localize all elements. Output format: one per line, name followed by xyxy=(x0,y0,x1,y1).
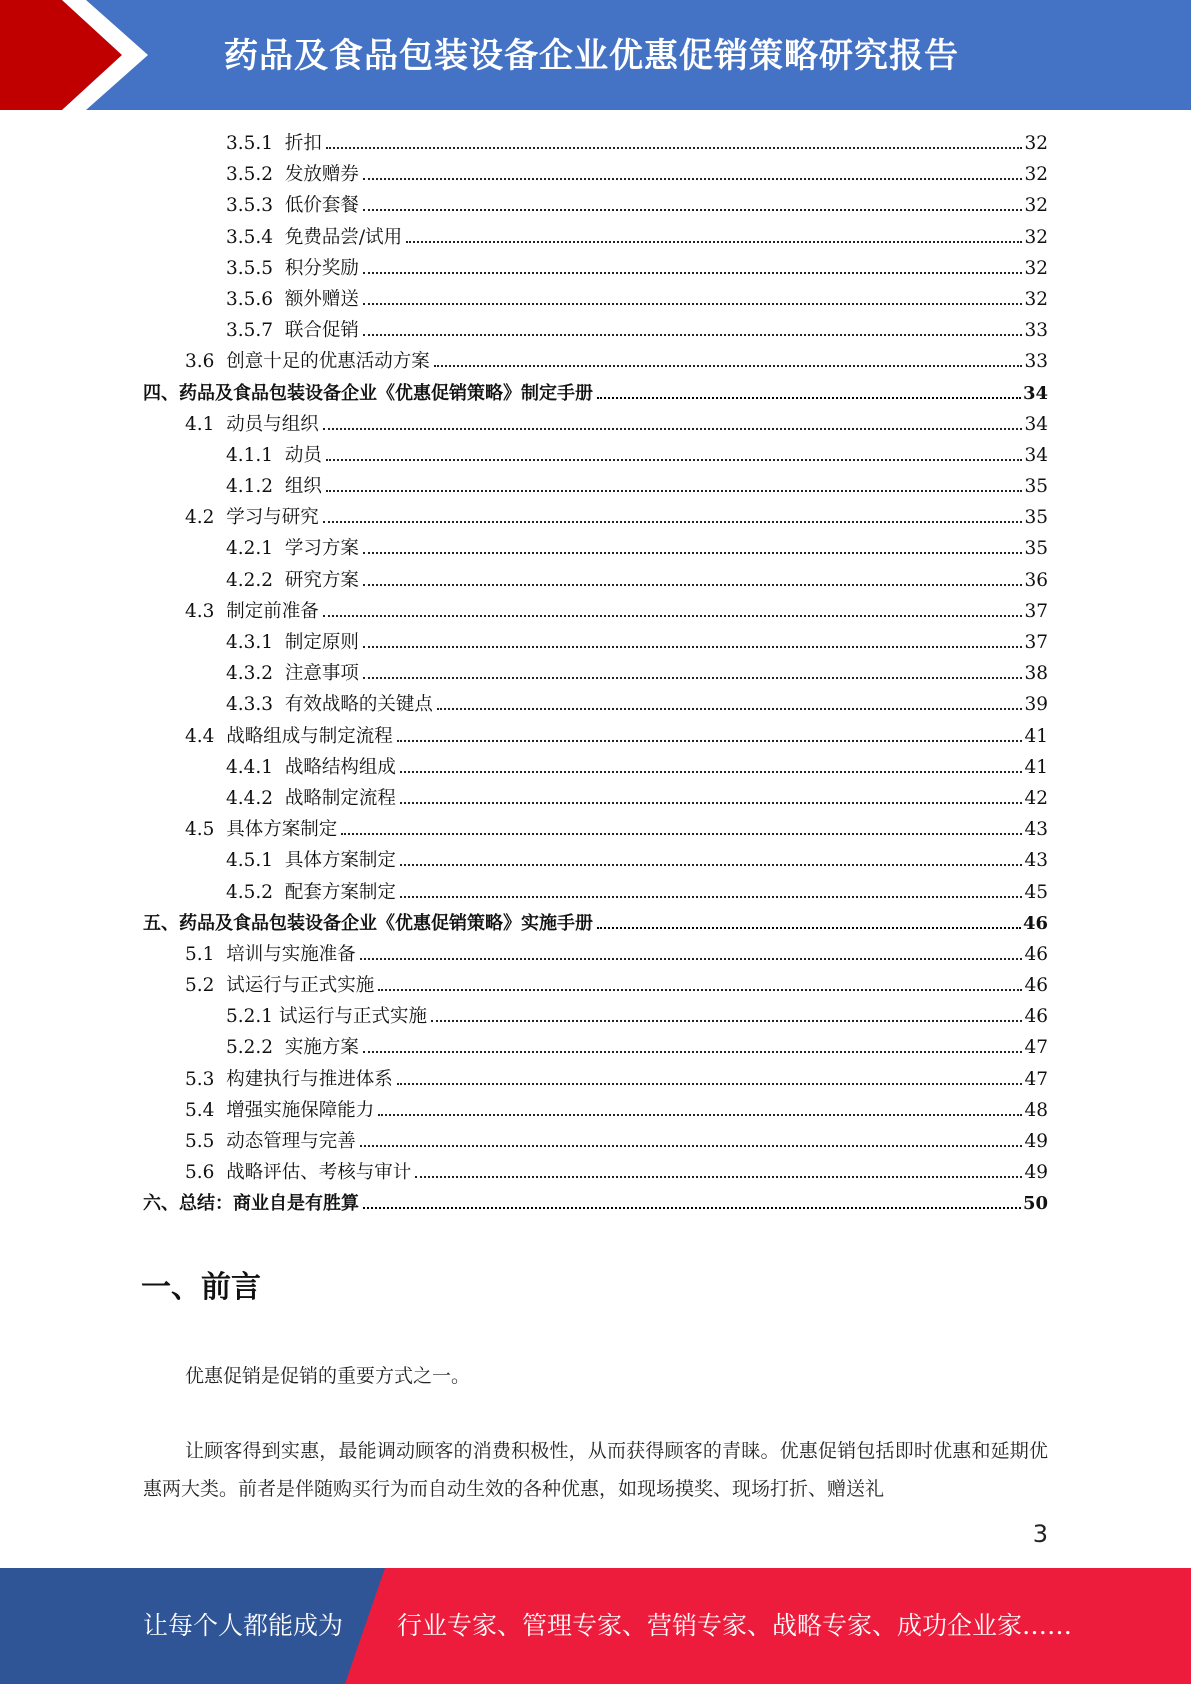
toc-entry-page: 48 xyxy=(1024,1099,1048,1121)
toc-entry-page: 50 xyxy=(1022,1193,1048,1215)
toc-entry-label: 动员 xyxy=(284,444,322,466)
toc-entry[interactable] xyxy=(143,814,1048,845)
footer-slogan-right: 行业专家、管理专家、营销专家、战略专家、成功企业家…… xyxy=(397,1611,1073,1640)
toc-entry-number: 5.5 xyxy=(185,1131,227,1152)
toc-entry-page: 32 xyxy=(1024,288,1048,310)
toc-entry-number: 4.4.2 xyxy=(226,787,285,809)
toc-entry-number: 4.1.1 xyxy=(226,444,285,466)
toc-entry[interactable] xyxy=(143,1126,1048,1157)
toc-entry-number: 5.2.1 xyxy=(226,1006,279,1028)
toc-entry[interactable] xyxy=(143,783,1048,814)
toc-entry-number: 4.1.2 xyxy=(226,476,285,498)
toc-entry[interactable] xyxy=(143,627,1048,658)
toc-dot-leader xyxy=(363,677,1023,679)
toc-entry-label: 具体方案制定 xyxy=(226,819,338,841)
toc-entry-number: 3.5.6 xyxy=(226,288,285,310)
toc-entry-label: 积分奖励 xyxy=(284,257,359,279)
toc-entry[interactable] xyxy=(143,315,1048,346)
toc-entry[interactable] xyxy=(143,721,1048,752)
toc-entry[interactable] xyxy=(143,471,1048,502)
toc-dot-leader xyxy=(400,896,1023,898)
toc-entry[interactable] xyxy=(143,565,1048,596)
toc-entry[interactable] xyxy=(143,253,1048,284)
toc-entry-page: 35 xyxy=(1024,507,1048,529)
toc-entry-label: 战略结构组成 xyxy=(284,756,396,778)
toc-entry-number: 4.5.2 xyxy=(226,881,285,903)
toc-entry[interactable] xyxy=(143,1001,1048,1032)
toc-entry[interactable] xyxy=(143,190,1048,221)
toc-entry-number: 3.5.1 xyxy=(226,133,285,154)
toc-entry-label: 六、总结：商业自是有胜算 xyxy=(143,1193,359,1215)
toc-entry-label: 实施方案 xyxy=(284,1037,359,1059)
toc-entry-page: 46 xyxy=(1024,1006,1048,1028)
toc-dot-leader xyxy=(434,365,1023,367)
toc-entry-number: 4.3.3 xyxy=(226,694,285,716)
toc-dot-leader xyxy=(363,1207,1021,1209)
toc-entry[interactable] xyxy=(143,284,1048,315)
toc-entry-label: 培训与实施准备 xyxy=(226,943,356,965)
toc-entry-page: 33 xyxy=(1024,351,1048,373)
header-arrow-decoration xyxy=(0,0,160,110)
toc-entry-page: 34 xyxy=(1024,444,1048,466)
toc-dot-leader xyxy=(400,802,1023,804)
toc-dot-leader xyxy=(323,615,1023,617)
toc-entry-label: 动态管理与完善 xyxy=(226,1131,356,1152)
toc-entry-label: 折扣 xyxy=(284,133,322,154)
toc-entry-label: 制定原则 xyxy=(284,632,359,653)
toc-dot-leader xyxy=(360,1145,1023,1147)
toc-entry[interactable] xyxy=(143,908,1048,939)
toc-entry-page: 32 xyxy=(1024,133,1048,154)
page-header xyxy=(0,0,1191,110)
toc-dot-leader xyxy=(323,521,1023,523)
toc-dot-leader xyxy=(363,272,1023,274)
toc-entry-page: 35 xyxy=(1024,476,1048,498)
toc-entry-number: 3.5.5 xyxy=(226,257,285,279)
toc-entry-label: 具体方案制定 xyxy=(284,850,396,872)
toc-entry[interactable] xyxy=(143,939,1048,970)
toc-dot-leader xyxy=(378,989,1022,991)
toc-entry[interactable] xyxy=(143,1032,1048,1063)
toc-entry[interactable] xyxy=(143,1064,1048,1095)
toc-entry-number: 3.6 xyxy=(185,351,227,373)
toc-entry[interactable] xyxy=(143,409,1048,440)
toc-entry[interactable] xyxy=(143,1157,1048,1188)
toc-entry[interactable] xyxy=(143,222,1048,253)
toc-entry-label: 学习与研究 xyxy=(226,507,319,529)
toc-dot-leader xyxy=(437,708,1023,710)
toc-dot-leader xyxy=(397,1083,1023,1085)
toc-dot-leader xyxy=(431,1020,1022,1022)
toc-entry[interactable] xyxy=(143,1095,1048,1126)
toc-entry-label: 五、药品及食品包装设备企业《优惠促销策略》实施手册 xyxy=(143,912,593,934)
toc-entry-label: 四、药品及食品包装设备企业《优惠促销策略》制定手册 xyxy=(143,382,593,404)
toc-entry-page: 32 xyxy=(1024,195,1048,217)
toc-dot-leader xyxy=(363,178,1023,180)
toc-entry-number: 4.5 xyxy=(185,819,227,841)
toc-dot-leader xyxy=(363,334,1023,336)
toc-entry-page: 49 xyxy=(1024,1162,1048,1184)
toc-entry-page: 37 xyxy=(1024,632,1048,653)
toc-entry-page: 43 xyxy=(1024,850,1048,872)
toc-entry[interactable] xyxy=(143,159,1048,190)
toc-dot-leader xyxy=(363,552,1023,554)
toc-entry-page: 39 xyxy=(1024,694,1048,716)
toc-entry[interactable] xyxy=(143,845,1048,876)
toc-dot-leader xyxy=(323,428,1023,430)
toc-dot-leader xyxy=(597,397,1021,399)
toc-entry-label: 有效战略的关键点 xyxy=(284,694,433,716)
toc-entry[interactable] xyxy=(143,752,1048,783)
toc-entry-label: 试运行与正式实施 xyxy=(226,975,375,997)
toc-entry-page: 41 xyxy=(1024,756,1048,778)
toc-entry-label: 试运行与正式实施 xyxy=(278,1006,427,1028)
page-footer xyxy=(0,1568,1191,1684)
toc-entry-page: 41 xyxy=(1024,725,1048,747)
toc-dot-leader xyxy=(360,958,1023,960)
toc-entry-label: 创意十足的优惠活动方案 xyxy=(226,351,430,373)
toc-entry-number: 4.3.2 xyxy=(226,663,285,685)
toc-entry-number: 4.1 xyxy=(185,413,227,435)
toc-entry[interactable] xyxy=(143,128,1048,159)
toc-entry-number: 4.5.1 xyxy=(226,850,285,872)
toc-entry[interactable] xyxy=(143,877,1048,908)
toc-entry-number: 3.5.3 xyxy=(226,195,285,217)
toc-entry[interactable] xyxy=(143,689,1048,720)
toc-entry-label: 低价套餐 xyxy=(284,195,359,217)
toc-dot-leader xyxy=(363,646,1023,648)
toc-entry-page: 46 xyxy=(1024,943,1048,965)
toc-entry-page: 42 xyxy=(1024,787,1048,809)
toc-entry-page: 36 xyxy=(1024,569,1048,591)
toc-entry-page: 32 xyxy=(1024,164,1048,186)
toc-entry-number: 5.2.2 xyxy=(226,1037,285,1059)
toc-entry-number: 5.2 xyxy=(185,975,227,997)
toc-entry-page: 32 xyxy=(1024,257,1048,279)
toc-dot-leader xyxy=(400,864,1023,866)
toc-entry-label: 学习方案 xyxy=(284,538,359,560)
toc-entry[interactable] xyxy=(143,658,1048,689)
toc-entry-number: 5.3 xyxy=(185,1068,227,1090)
toc-entry[interactable] xyxy=(143,1188,1048,1219)
toc-dot-leader xyxy=(363,209,1023,211)
toc-entry-label: 增强实施保障能力 xyxy=(226,1099,375,1121)
toc-entry-label: 额外赠送 xyxy=(284,288,359,310)
toc-dot-leader xyxy=(326,490,1023,492)
toc-entry-number: 4.3.1 xyxy=(226,632,285,653)
toc-entry-number: 3.5.7 xyxy=(226,320,285,342)
toc-entry-label: 战略组成与制定流程 xyxy=(226,725,393,747)
toc-entry-page: 37 xyxy=(1024,600,1048,622)
toc-dot-leader xyxy=(326,459,1023,461)
toc-entry-label: 配套方案制定 xyxy=(284,881,396,903)
toc-entry-page: 47 xyxy=(1024,1037,1048,1059)
toc-dot-leader xyxy=(363,303,1023,305)
toc-entry[interactable] xyxy=(143,533,1048,564)
toc-entry-page: 34 xyxy=(1022,382,1048,404)
toc-entry-page: 32 xyxy=(1024,226,1048,248)
toc-entry-number: 5.6 xyxy=(185,1162,227,1184)
toc-entry-label: 战略制定流程 xyxy=(284,787,396,809)
toc-entry-page: 46 xyxy=(1024,975,1048,997)
toc-entry[interactable] xyxy=(143,346,1048,377)
paragraph: 让顾客得到实惠，最能调动顾客的消费积极性，从而获得顾客的青睐。优惠促销包括即时优惠和延期优惠两大类。前者是伴随购买行为而自动生效的各种优惠，如现场摸奖、现场打折、赠送礼 xyxy=(143,1440,1048,1500)
toc-entry-label: 研究方案 xyxy=(284,569,359,591)
toc-entry-page: 43 xyxy=(1024,819,1048,841)
toc-entry-number: 4.2.2 xyxy=(226,569,285,591)
toc-entry-number: 4.4.1 xyxy=(226,756,285,778)
toc-entry[interactable] xyxy=(143,502,1048,533)
toc-dot-leader xyxy=(406,241,1022,243)
toc-entry-label: 制定前准备 xyxy=(226,600,319,622)
toc-dot-leader xyxy=(326,147,1023,149)
toc-entry-page: 33 xyxy=(1024,320,1048,342)
toc-dot-leader xyxy=(397,740,1023,742)
toc-entry-label: 动员与组织 xyxy=(226,413,319,435)
toc-entry-page: 35 xyxy=(1024,538,1048,560)
toc-entry-page: 38 xyxy=(1024,663,1048,685)
paragraph: 优惠促销是促销的重要方式之一。 xyxy=(185,1365,471,1387)
toc-dot-leader xyxy=(363,1051,1023,1053)
toc-entry-label: 组织 xyxy=(284,476,322,498)
footer-slogan-left: 让每个人都能成为 xyxy=(143,1611,344,1640)
toc-dot-leader xyxy=(341,833,1022,835)
toc-entry-number: 3.5.2 xyxy=(226,164,285,186)
toc-dot-leader xyxy=(597,927,1021,929)
toc-entry-number: 3.5.4 xyxy=(226,226,285,248)
toc-entry-page: 46 xyxy=(1022,912,1048,934)
toc-entry-page: 34 xyxy=(1024,413,1048,435)
toc-entry-label: 联合促销 xyxy=(284,320,359,342)
toc-entry-label: 注意事项 xyxy=(284,663,359,685)
toc-dot-leader xyxy=(363,584,1023,586)
section-heading: 一、前言 xyxy=(141,1270,261,1305)
toc-entry-label: 免费品尝/试用 xyxy=(284,226,403,248)
toc-entry-number: 5.4 xyxy=(185,1099,227,1121)
toc-entry-label: 构建执行与推进体系 xyxy=(226,1068,393,1090)
toc-entry-number: 4.4 xyxy=(185,725,227,747)
toc-entry-number: 5.1 xyxy=(185,943,227,965)
toc-dot-leader xyxy=(378,1114,1022,1116)
toc-entry-number: 4.3 xyxy=(185,600,227,622)
toc-dot-leader xyxy=(400,771,1023,773)
toc-entry[interactable] xyxy=(143,378,1048,409)
toc-dot-leader xyxy=(415,1176,1022,1178)
toc-entry[interactable] xyxy=(143,596,1048,627)
page-number: 3 xyxy=(1032,1520,1048,1548)
toc-entry-label: 战略评估、考核与审计 xyxy=(226,1162,412,1184)
toc-entry-page: 45 xyxy=(1024,881,1048,903)
report-title: 药品及食品包装设备企业优惠促销策略研究报告 xyxy=(224,36,959,76)
toc-entry[interactable] xyxy=(143,440,1048,471)
toc-entry-number: 4.2.1 xyxy=(226,538,285,560)
toc-entry-page: 49 xyxy=(1024,1131,1048,1152)
toc-entry-page: 47 xyxy=(1024,1068,1048,1090)
toc-entry[interactable] xyxy=(143,970,1048,1001)
toc-entry-number: 4.2 xyxy=(185,507,227,529)
table-of-contents xyxy=(143,128,1048,1220)
toc-entry-label: 发放赠券 xyxy=(284,164,359,186)
